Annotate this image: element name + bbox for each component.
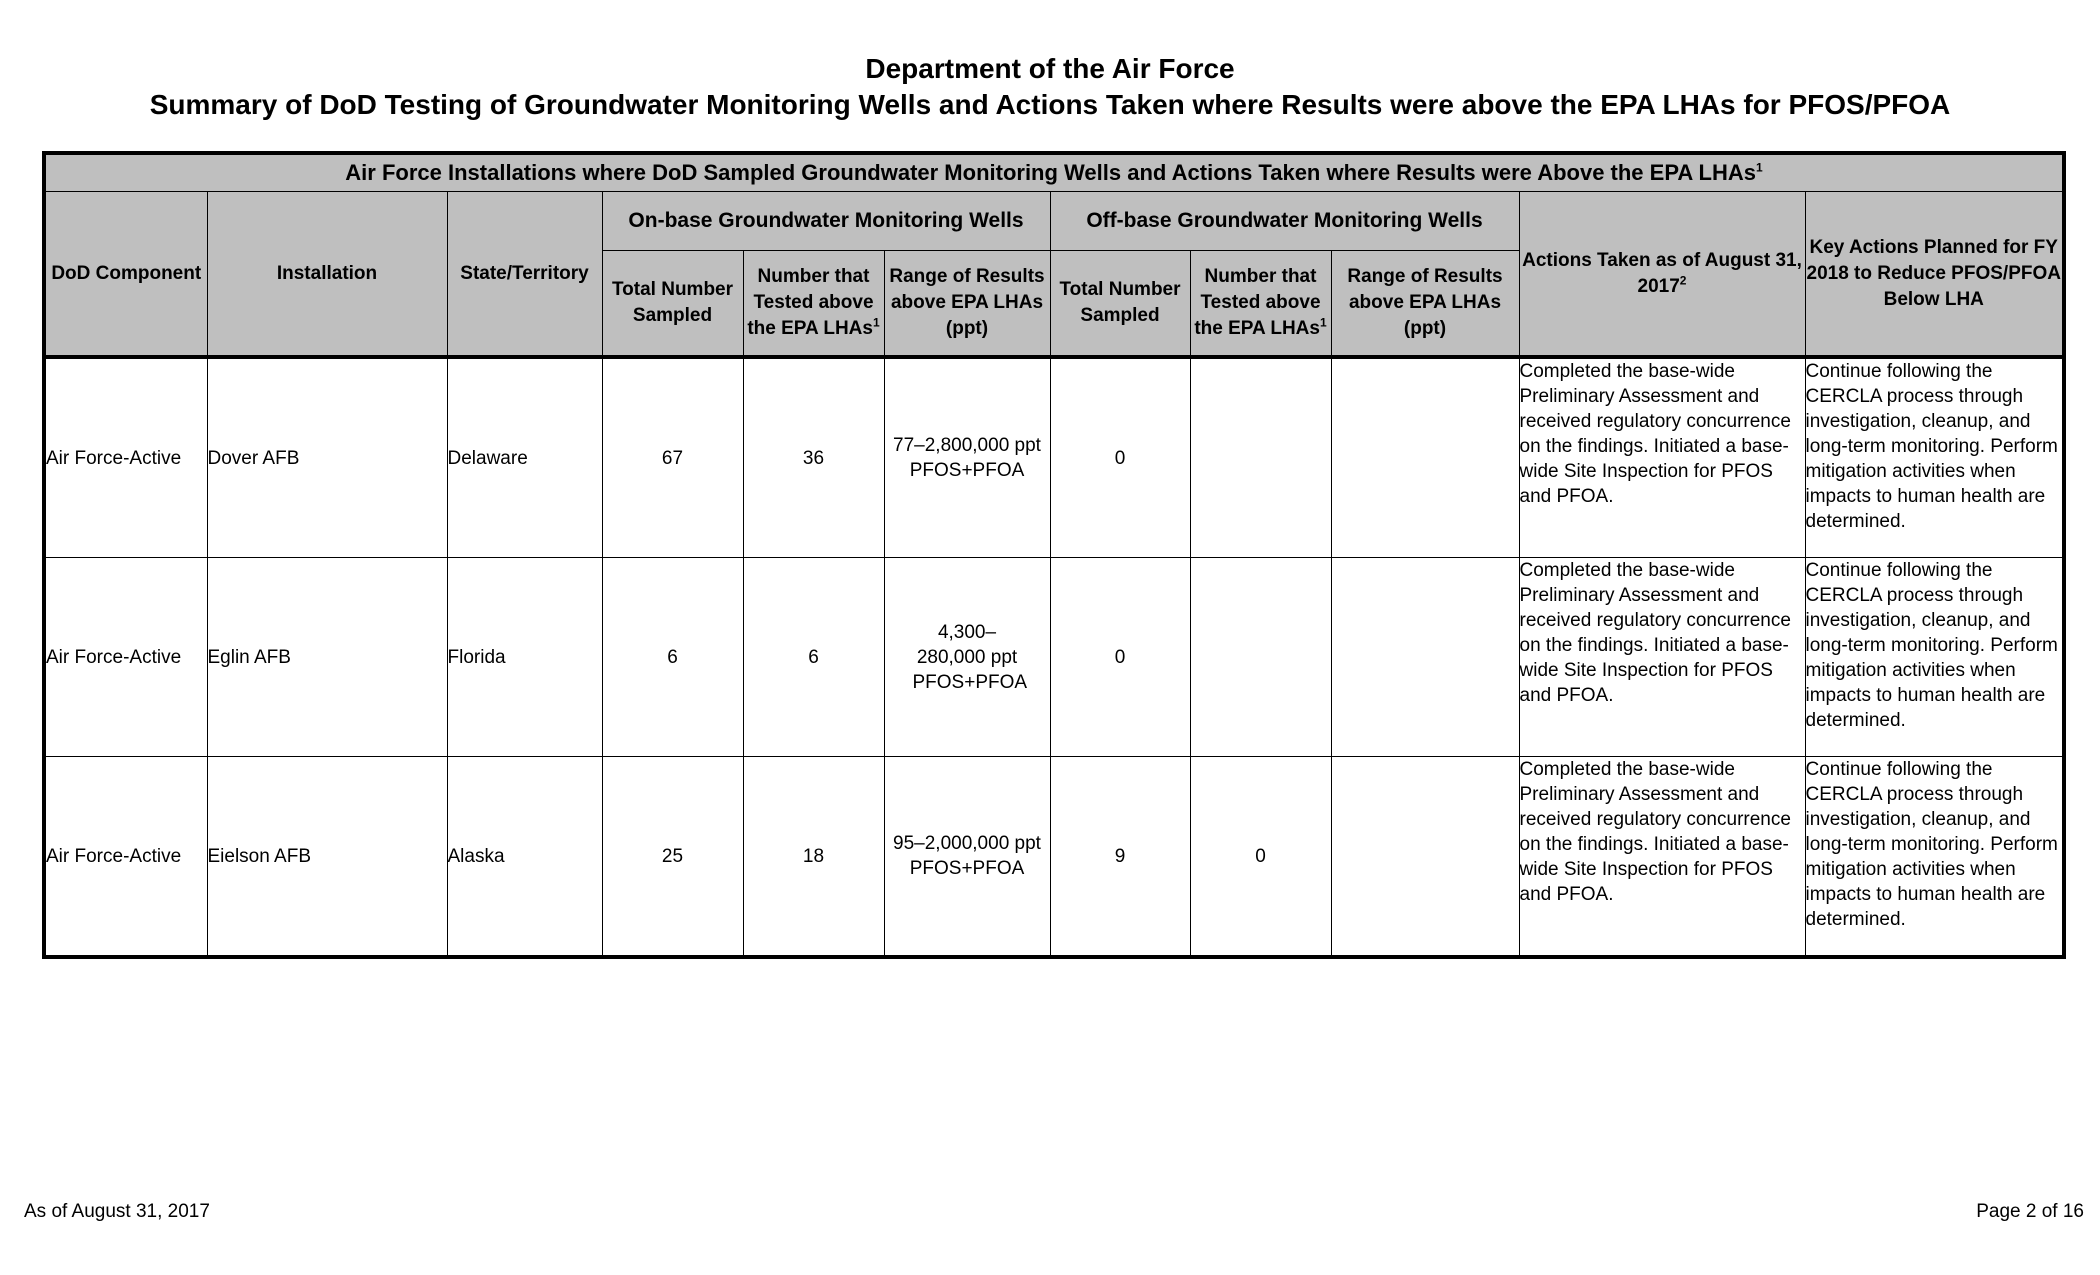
cell-key-actions: Continue following the CERCLA process through investigation, cleanup, and long-term monitoring. Perform mitigation activities when impacts to human health are determined. <box>1805 558 2064 757</box>
cell-onbase-above: 18 <box>743 757 884 958</box>
cell-onbase-total: 6 <box>602 558 743 757</box>
col-header-dod-component: DoD Component <box>44 192 207 358</box>
col-group-onbase: On-base Groundwater Monitoring Wells <box>602 192 1050 251</box>
cell-installation: Dover AFB <box>207 357 447 558</box>
footer-date: As of August 31, 2017 <box>24 1201 210 1222</box>
cell-actions-taken: Completed the base-wide Preliminary Assessment and received regulatory concurrence on the findings. Initiated a base-wide Site Inspection for PFOS and PFOA. <box>1519 558 1805 757</box>
table-row <box>44 558 2064 757</box>
cell-key-actions: Continue following the CERCLA process through investigation, cleanup, and long-term monitoring. Perform mitigation activities when impacts to human health are determined. <box>1805 357 2064 558</box>
col-header-onbase-total: Total Number Sampled <box>602 251 743 358</box>
col-header-offbase-range: Range of Results above EPA LHAs (ppt) <box>1331 251 1519 358</box>
col-header-onbase-range: Range of Results above EPA LHAs (ppt) <box>884 251 1050 358</box>
col-header-state: State/Territory <box>447 192 602 358</box>
cell-actions-taken: Completed the base-wide Preliminary Assessment and received regulatory concurrence on the findings. Initiated a base-wide Site Inspection for PFOS and PFOA. <box>1519 357 1805 558</box>
cell-offbase-range <box>1331 757 1519 958</box>
col-header-offbase-total: Total Number Sampled <box>1050 251 1190 358</box>
cell-component: Air Force-Active <box>44 357 207 558</box>
cell-offbase-total: 9 <box>1050 757 1190 958</box>
cell-onbase-range: 95–2,000,000 ppt PFOS+PFOA <box>884 757 1050 958</box>
cell-installation: Eielson AFB <box>207 757 447 958</box>
table-row <box>44 757 2064 958</box>
cell-component: Air Force-Active <box>44 757 207 958</box>
table-banner: Air Force Installations where DoD Sampled Groundwater Monitoring Wells and Actions Taken where Results were Above the EPA LHAs$^1$ <box>44 153 2064 192</box>
cell-key-actions: Continue following the CERCLA process through investigation, cleanup, and long-term monitoring. Perform mitigation activities when impacts to human health are determined. <box>1805 757 2064 958</box>
col-header-key-actions: Key Actions Planned for FY 2018 to Reduce PFOS/PFOA Below LHA <box>1805 192 2064 358</box>
cell-installation: Eglin AFB <box>207 558 447 757</box>
cell-offbase-above <box>1190 558 1331 757</box>
cell-onbase-above: 36 <box>743 357 884 558</box>
cell-component: Air Force-Active <box>44 558 207 757</box>
col-header-installation: Installation <box>207 192 447 358</box>
cell-onbase-above: 6 <box>743 558 884 757</box>
summary-table <box>42 151 2066 959</box>
cell-offbase-above: 0 <box>1190 757 1331 958</box>
col-header-offbase-above: Number that Tested above the EPA LHAs$^1$ <box>1190 251 1331 358</box>
cell-offbase-above <box>1190 357 1331 558</box>
cell-onbase-range: 4,300–280,000 ppt PFOS+PFOA <box>884 558 1050 757</box>
col-group-offbase: Off-base Groundwater Monitoring Wells <box>1050 192 1519 251</box>
col-header-actions-taken: Actions Taken as of August 31, 2017$^2$ <box>1519 192 1805 358</box>
page-title: Department of the Air Force <box>865 53 1235 84</box>
cell-offbase-range <box>1331 558 1519 757</box>
col-header-onbase-above: Number that Tested above the EPA LHAs$^1$ <box>743 251 884 358</box>
cell-offbase-range <box>1331 357 1519 558</box>
footer-page-number: Page 2 of 16 <box>1976 1201 2084 1222</box>
cell-offbase-total: 0 <box>1050 357 1190 558</box>
cell-state: Delaware <box>447 357 602 558</box>
cell-state: Alaska <box>447 757 602 958</box>
cell-onbase-total: 67 <box>602 357 743 558</box>
cell-offbase-total: 0 <box>1050 558 1190 757</box>
cell-state: Florida <box>447 558 602 757</box>
page-subtitle: Summary of DoD Testing of Groundwater Monitoring Wells and Actions Taken where Results were above the EPA LHAs for PFOS/PFOA <box>149 89 1951 120</box>
cell-onbase-total: 25 <box>602 757 743 958</box>
table-row <box>44 357 2064 558</box>
cell-onbase-range: 77–2,800,000 ppt PFOS+PFOA <box>884 357 1050 558</box>
cell-actions-taken: Completed the base-wide Preliminary Assessment and received regulatory concurrence on the findings. Initiated a base-wide Site Inspection for PFOS and PFOA. <box>1519 757 1805 958</box>
